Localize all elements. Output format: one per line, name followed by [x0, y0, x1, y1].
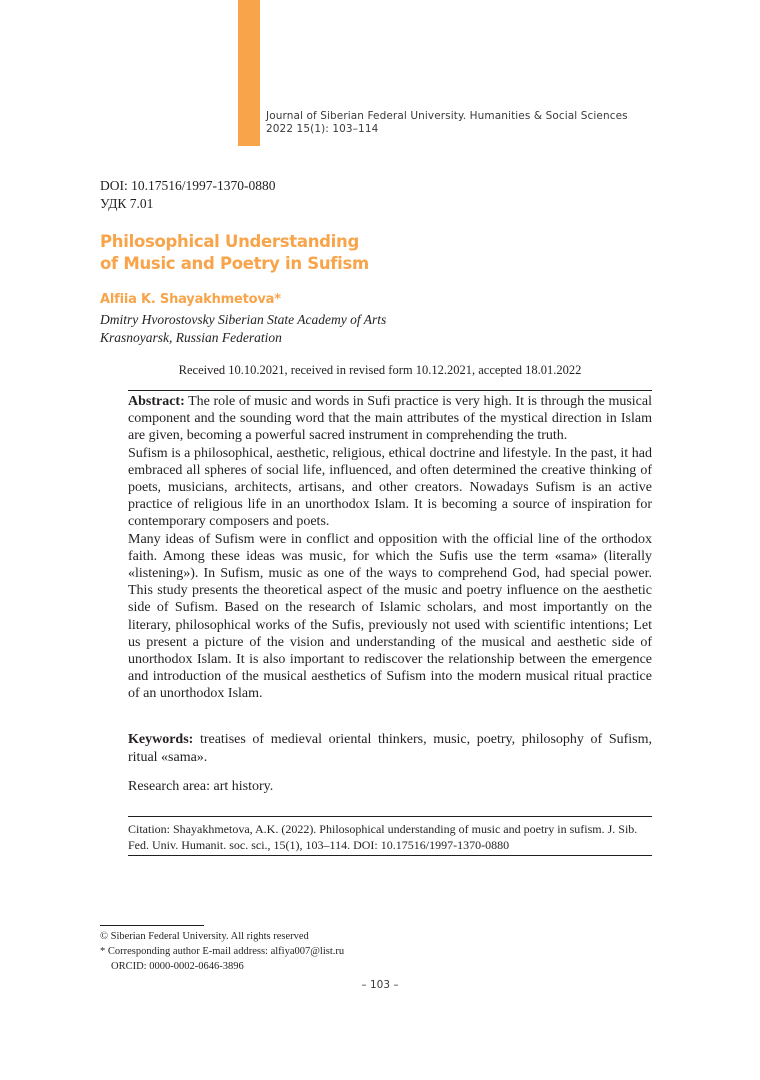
keywords-label: Keywords:	[128, 732, 194, 747]
citation: Citation: Shayakhmetova, A.K. (2022). Philosophical understanding of music and poetry in sufism. J. Sib. Fed. Univ. Humanit. soc. sci., 15(1), 103–114. DOI: 10.17516/1997-1370-0880	[128, 822, 638, 852]
abstract-paragraph-3: Many ideas of Sufism were in conflict and opposition with the official line of the orthodox faith. Among these ideas was music, for which the Sufis use the term «sama» (literally «listening»). In Sufism, music as one of the ways to comprehend God, had special power. This study presents the theoretical aspect of the music and poetry influence on the aesthetic side of Sufism. Based on the research of Islamic scholars, and most importantly on the literary, philosophical works of the Sufis, previously not used with scientific intentions; Let us present a picture of the vision and understanding of the musical and aesthetic side of unorthodox Islam. It is also important to rediscover the relationship between the emergence and introduction of the musical aesthetics of Sufism into the modern musical ritual practice of an unorthodox Islam.	[128, 531, 652, 702]
footnotes	[100, 929, 344, 974]
citation-bottom-rule	[128, 855, 652, 856]
abstract-paragraph-2: Sufism is a philosophical, aesthetic, religious, ethical doctrine and lifestyle. In the past, it had embraced all spheres of social life, influenced, and often determined the creative thinking of poets, musicians, architects, artisans, and other creators. Nowadays Sufism is an active practice of religious life in an unorthodox Islam. It is becoming a source of inspiration for contemporary composers and poets.	[128, 445, 652, 530]
orcid-note: ORCID: 0000-0002-0646-3896	[111, 961, 244, 972]
copyright-note: © Siberian Federal University. All rights reserved	[100, 931, 309, 942]
page-number: – 103 –	[361, 979, 399, 991]
abstract-text-1: The role of music and words in Sufi practice is very high. It is through the musical component and the sounding word that the main attributes of the mystical direction in Islam are given, becoming a powerful sacred instrument in comprehending the truth.	[128, 394, 653, 444]
article-title	[100, 231, 369, 275]
citation-top-rule	[128, 816, 652, 817]
article-meta	[100, 177, 276, 213]
keywords-text: treatises of medieval oriental thinkers, music, poetry, philosophy of Sufism, ritual «sama».	[128, 732, 652, 765]
abstract-top-rule	[128, 390, 652, 391]
journal-header	[266, 110, 628, 136]
corresponding-author-note: * Corresponding author E-mail address: alfiya007@list.ru	[100, 946, 345, 957]
title-line-1: Philosophical Understanding	[100, 232, 359, 251]
journal-issue: 2022 15(1): 103–114	[266, 123, 379, 135]
abstract-label: Abstract:	[128, 394, 185, 409]
udk: УДК 7.01	[100, 196, 154, 211]
footnote-rule	[100, 925, 204, 926]
keywords	[128, 731, 652, 766]
title-line-2: of Music and Poetry in Sufism	[100, 254, 369, 273]
received-dates: Received 10.10.2021, received in revised form 10.12.2021, accepted 18.01.2022	[178, 363, 582, 377]
author-affiliation	[100, 311, 386, 347]
doi: DOI: 10.17516/1997-1370-0880	[100, 178, 276, 193]
abstract-paragraph-1	[128, 393, 652, 445]
journal-name: Journal of Siberian Federal University. Humanities & Social Sciences	[266, 110, 628, 122]
research-area: Research area: art history.	[128, 779, 274, 794]
author-name: Alfiia K. Shayakhmetova*	[100, 292, 281, 307]
abstract	[128, 393, 652, 703]
journal-accent-bar	[238, 0, 260, 146]
affiliation-institution: Dmitry Hvorostovsky Siberian State Academy of Arts	[100, 312, 387, 327]
affiliation-location: Krasnoyarsk, Russian Federation	[100, 330, 282, 345]
